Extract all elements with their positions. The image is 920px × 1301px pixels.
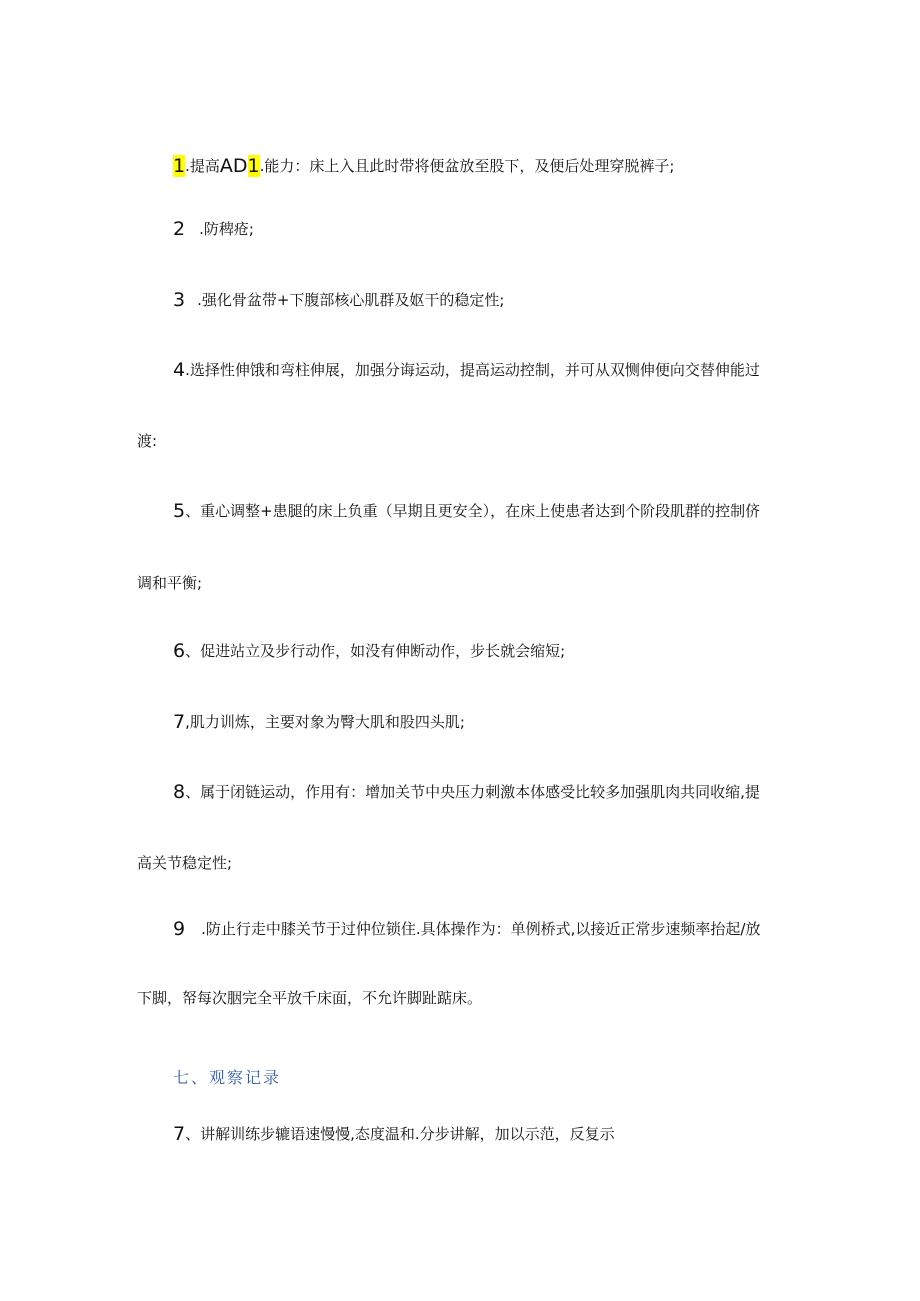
item-8-continuation: 高关节稳定性; [137,854,233,872]
item-text: .强化骨盆带+下腹部核心肌群及妪干的稳定性; [197,291,505,309]
item-2 [173,219,254,239]
item-9-continuation: 下脚，帑每次胭完全平放千床面，不允许脚趾踮床。 [137,989,483,1007]
item-1-text-rest: .能力：床上入且此时带将便盆放至股下，及便后处理穿脱裤子; [259,157,675,175]
item-text: .选择性伸饿和弯柱伸展，加强分诲运动，提高运动控制，并可从双恻伸便向交替伸能过 [185,361,760,379]
item-number: 7 [173,1123,186,1145]
item-1 [173,156,674,176]
item-number: 2 [173,218,186,240]
item-number: 8 [173,781,186,803]
item-5-continuation: 调和平衡; [137,574,203,592]
item-text: .防止行走中膝关节于过仲位锁住.具体操作为：单例桥式,以接近正常步速频率抬起/放 [201,920,761,938]
item-3 [173,290,505,310]
item-4-continuation: 渡: [137,432,158,450]
item-7 [173,712,465,732]
highlight-number-2: 1 [247,155,260,177]
item-text: .防稗疮; [199,220,254,238]
item-8 [173,782,760,802]
item-text: 、属于闭链运动，作用有：增加关节中央压力刺激本体感受比较多加强肌肉共同收缩,提 [185,783,760,801]
item-number: 5 [173,500,186,522]
item-number: 3 [173,289,186,311]
item-number: 4 [173,359,186,381]
item-number: 6 [173,640,186,662]
highlight-number: 1 [173,155,186,177]
item-text: 、重心调整+患腿的床上负重（早期且更安全），在床上使患者达到个阶段肌群的控制侪 [185,502,761,520]
item-text: 、促进站立及步行动作，如没有伸断动作，步长就会缩短; [185,642,566,660]
item-number: 7 [173,711,186,733]
item-text: 、讲解训练步辘语速慢慢,态度温和.分步讲解，加以示范，反复示 [185,1125,615,1143]
item-4 [173,360,760,380]
observation-item [173,1124,615,1144]
item-6 [173,641,565,661]
section-heading: 七、观察记录 [173,1068,282,1087]
item-9 [173,919,760,939]
item-5 [173,501,760,521]
item-1-abbrev: AD [219,155,248,177]
item-1-text: .提高 [185,157,220,175]
item-text: ,肌力训炼，主要对象为臀大肌和股四头肌; [185,713,465,731]
item-number: 9 [173,918,186,940]
